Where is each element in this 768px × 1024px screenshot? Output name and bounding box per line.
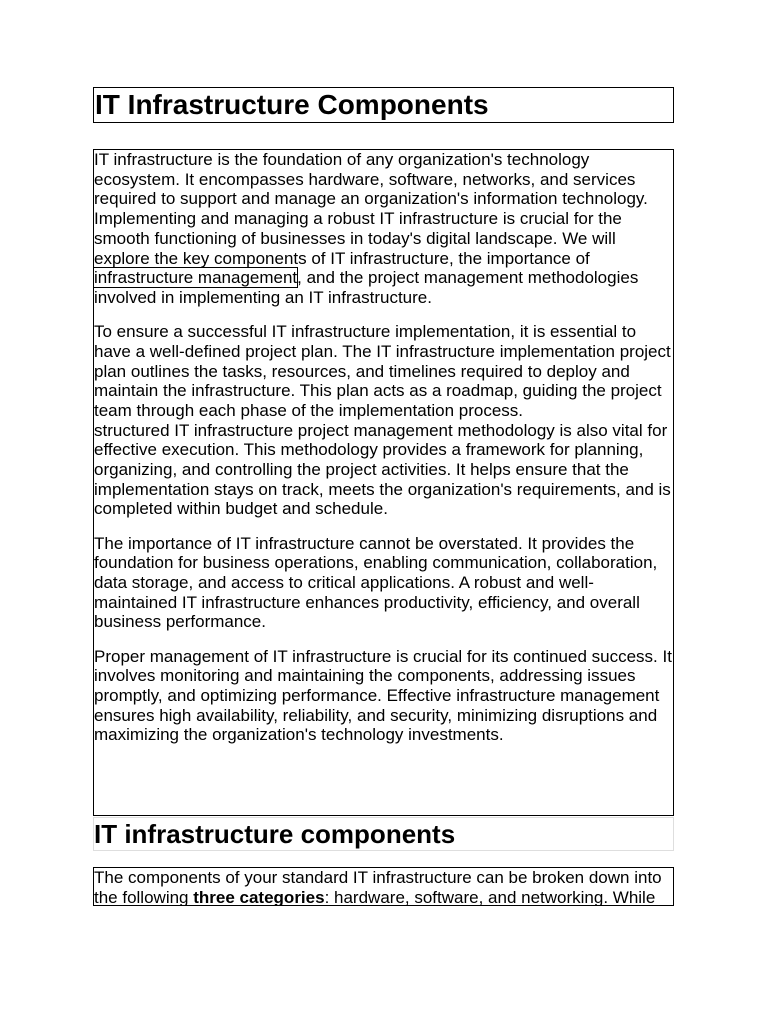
- intro-p2-line-2: structured IT infrastructure project management methodology is also vital for effective execution. This methodology provides a framework for planning, organizing, and controlling the project activities. It helps ensure that the implementation stays on track, meets the organization's requirements, and is completed within budget and schedule.: [94, 420, 671, 519]
- page-title: IT Infrastructure Components: [95, 89, 489, 120]
- title-box: [93, 87, 674, 123]
- section-heading-box: [93, 817, 674, 851]
- intro-p1-text-before: IT infrastructure is the foundation of any organization's technology ecosystem. It encompasses hardware, software, networks, and services required to support and manage an organization's information technology. Implementing and managing a robust IT infrastructure is crucial for the smooth functioning of businesses in today's digital landscape. We will explore the key components of IT infrastructure, the importance of: [94, 150, 648, 268]
- section-heading: IT infrastructure components: [94, 819, 456, 849]
- intro-paragraph-1: [94, 150, 673, 308]
- infrastructure-management-link[interactable]: infrastructure management: [94, 268, 298, 288]
- intro-p1-text-after: , and the project management methodologies involved in implementing an IT infrastructure.: [94, 268, 639, 307]
- three-categories-text: three categories: [193, 887, 325, 906]
- intro-paragraph-3: The importance of IT infrastructure cannot be overstated. It provides the foundation for business operations, enabling communication, collaboration, data storage, and access to critical applications. A robust and well-maintained IT infrastructure enhances productivity, efficiency, and overall business performance.: [94, 533, 658, 632]
- components-text-after: : hardware, software, and networking. While: [324, 887, 656, 906]
- components-section: [93, 867, 674, 906]
- intro-p2-line-1: To ensure a successful IT infrastructure implementation, it is essential to have a well-defined project plan. The IT infrastructure implementation project plan outlines the tasks, resources, and timelines required to deploy and maintain the infrastructure. This plan acts as a roadmap, guiding the project team through each phase of the implementation process.: [94, 322, 671, 420]
- intro-paragraph-2: [94, 322, 673, 519]
- intro-section: [93, 149, 674, 816]
- intro-paragraph-4: Proper management of IT infrastructure is crucial for its continued success. It involves monitoring and maintaining the components, addressing issues promptly, and optimizing performance. Effective infrastructure management ensures high availability, reliability, and security, minimizing disruptions and maximizing the organization's technology investments.: [94, 646, 672, 745]
- components-paragraph: [94, 868, 673, 906]
- components-text-before: The components of your standard IT infrastructure can be broken down into the following: [94, 868, 662, 906]
